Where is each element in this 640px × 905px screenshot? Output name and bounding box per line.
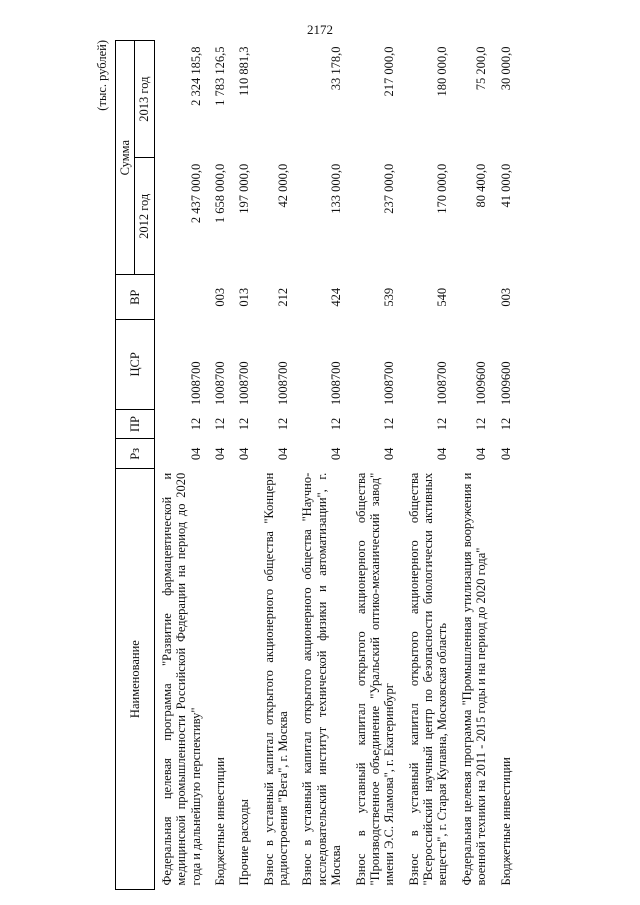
page-number: 2172: [307, 22, 333, 37]
row-vr: 003: [212, 287, 227, 307]
table-body: [154, 41, 518, 890]
row-csr: 1008700: [329, 361, 344, 406]
row-rz: 04: [382, 447, 397, 461]
header-name: Наименование: [116, 469, 155, 890]
row-pr: 12: [498, 417, 513, 431]
header-csr: ЦСР: [116, 320, 155, 409]
row-rz: 04: [276, 447, 290, 461]
row-pr: 12: [474, 417, 489, 431]
row-amount-2012: 237 000,0: [382, 163, 397, 214]
row-amount-2013: 2 324 185,8: [188, 46, 203, 106]
row-csr: 1009600: [498, 361, 513, 406]
row-rz: 04: [435, 447, 450, 461]
row-vr: 539: [382, 287, 397, 307]
header-sum: Сумма: [116, 41, 135, 275]
row-rz: 04: [188, 447, 203, 461]
row-amount-2013: 217 000,0: [382, 46, 397, 97]
row-pr: 12: [188, 417, 203, 431]
row-csr: 1008700: [435, 361, 450, 406]
row-amount-2012: 1 658 000,0: [212, 163, 227, 224]
row-name: Взнос в уставный капитал открытого акционерного общества "Всероссийский научный центр по безопасности биологически активных веществ", г. Старая Купавна, Московская область: [406, 472, 450, 886]
row-pr: 12: [382, 417, 397, 431]
header-year-2012: 2012 год: [135, 158, 154, 275]
row-rz: 04: [329, 447, 344, 461]
row-rz: 04: [237, 447, 252, 461]
row-amount-2012: 80 400,0: [474, 163, 489, 208]
header-vr: ВР: [116, 275, 155, 320]
row-vr: 212: [276, 287, 290, 307]
row-name: Федеральная целевая программа "Промышленная утилизация вооружения и военной техники на 2011 - 2015 годы и на период до 2020 года": [459, 472, 489, 886]
row-name: Взнос в уставный капитал открытого акционерного общества "Концерн радиостроения "Вега", г. Москва: [261, 472, 290, 886]
table-row: [257, 41, 296, 890]
row-csr: 1008700: [276, 361, 290, 406]
row-amount-2012: 197 000,0: [237, 163, 252, 214]
row-csr: 1008700: [188, 361, 203, 406]
table-row: [232, 41, 256, 890]
row-amount-2012: 42 000,0: [276, 163, 290, 208]
row-pr: 12: [237, 417, 252, 431]
row-rz: 04: [498, 447, 513, 461]
budget-table: [115, 40, 518, 890]
table-row: [154, 41, 208, 890]
table-row: [208, 41, 232, 890]
row-name: Взнос в уставный капитал открытого акционерного общества "Производственное объединение "Уральский оптико-механический завод" имени Э.С. Яламова", г. Екатеринбург: [353, 472, 397, 886]
row-amount-2013: 75 200,0: [474, 46, 489, 91]
row-amount-2013: 110 881,3: [237, 46, 252, 97]
row-vr: [154, 275, 208, 320]
table-row: [455, 41, 494, 890]
row-amount-2012: 2 437 000,0: [188, 163, 203, 224]
row-name: Прочие расходы: [237, 799, 252, 886]
row-amount-2013: [257, 41, 296, 158]
row-name: Бюджетные инвестиции: [212, 757, 227, 886]
row-amount-2013: 30 000,0: [498, 46, 513, 91]
units-label: (тыс. рублей): [95, 40, 109, 111]
table-row: [349, 41, 402, 890]
row-csr: 1008700: [212, 361, 227, 406]
row-name: Бюджетные инвестиции: [498, 757, 513, 886]
row-amount-2013: 33 178,0: [329, 46, 344, 91]
row-amount-2013: 1 783 126,5: [212, 46, 227, 106]
row-rz: 04: [474, 447, 489, 461]
row-name: Взнос в уставный капитал открытого акционерного общества "Научно-исследовательский институт технической физики и автоматизации", г. Москва: [300, 472, 344, 886]
row-pr: 12: [276, 417, 290, 431]
table-row: [494, 41, 518, 890]
row-name: Федеральная целевая программа "Развитие фармацевтической и медицинской промышленности Российской Федерации на период до 2020 года и дальнейшую перспективу": [159, 472, 203, 886]
row-csr: 1008700: [237, 361, 252, 406]
row-amount-2012: 41 000,0: [498, 163, 513, 208]
row-vr: 424: [329, 287, 344, 307]
row-amount-2013: 180 000,0: [435, 46, 450, 97]
row-amount-2012: 170 000,0: [435, 163, 450, 214]
row-vr: [455, 275, 494, 320]
row-vr: 013: [237, 287, 252, 307]
row-pr: 12: [329, 417, 344, 431]
row-vr: 003: [498, 287, 513, 307]
row-csr: 1009600: [474, 361, 489, 406]
row-rz: 04: [212, 447, 227, 461]
budget-table-page: [95, 40, 615, 890]
header-year-2013: 2013 год: [135, 41, 154, 158]
row-pr: 12: [435, 417, 450, 431]
table-row: [295, 41, 348, 890]
row-pr: 12: [212, 417, 227, 431]
table-row: [402, 41, 455, 890]
row-csr: 1008700: [382, 361, 397, 406]
header-rz: Рз: [116, 439, 155, 469]
header-pr: ПР: [116, 409, 155, 439]
row-vr: 540: [435, 287, 450, 307]
row-amount-2012: 133 000,0: [329, 163, 344, 214]
